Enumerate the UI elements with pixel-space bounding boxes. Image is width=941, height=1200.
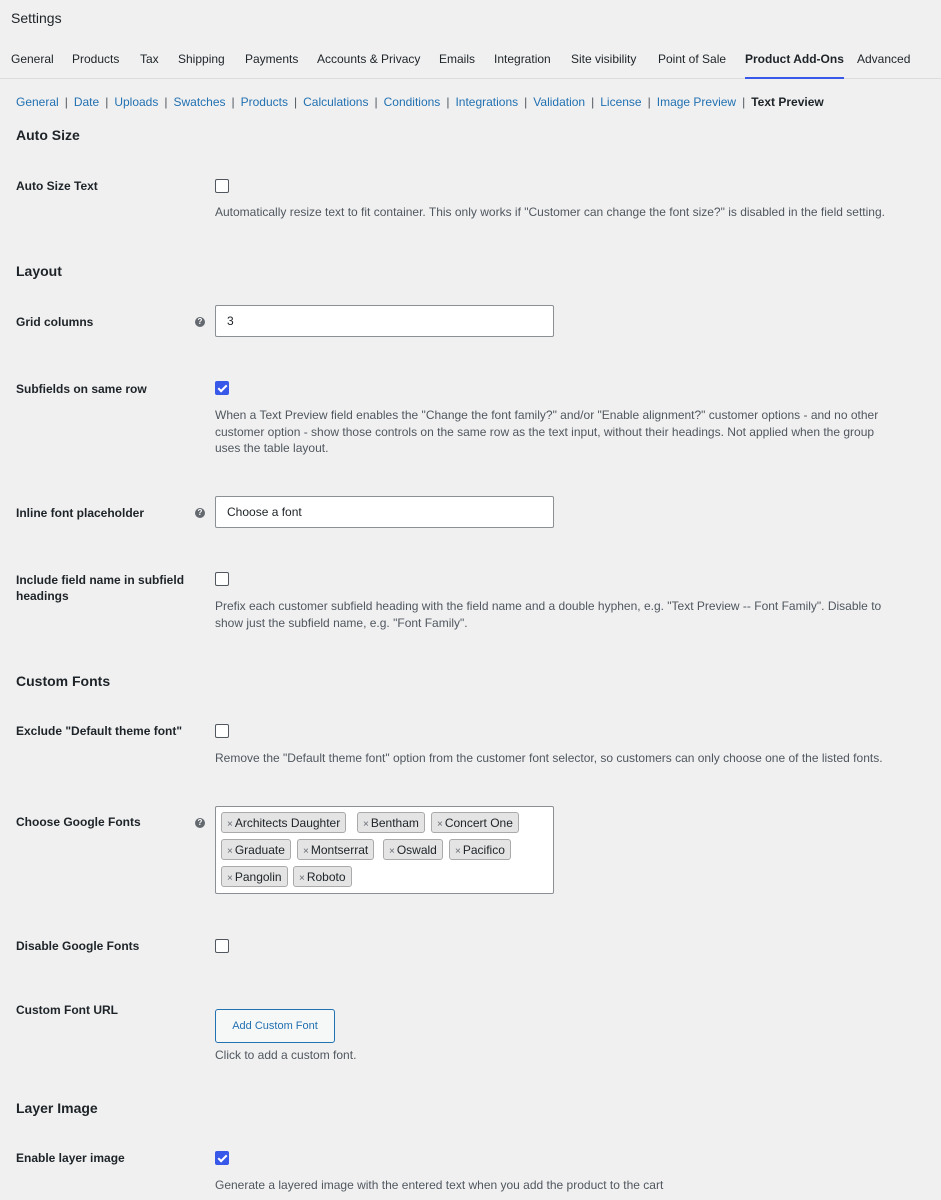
section-title-layout: Layout: [16, 263, 62, 279]
enable-layer-image-description: Generate a layered image with the entered text when you add the product to the cart: [215, 1178, 664, 1192]
subnav-swatches[interactable]: Swatches: [173, 95, 226, 109]
auto-size-text-label: Auto Size Text: [16, 179, 98, 193]
tab-emails[interactable]: Emails: [439, 52, 476, 66]
tab-advanced[interactable]: Advanced: [857, 52, 911, 66]
subnav-license[interactable]: License: [600, 95, 642, 109]
font-tag: × Roboto: [293, 866, 352, 887]
subnav-validation[interactable]: Validation: [533, 95, 586, 109]
exclude-default-font-label: Exclude "Default theme font": [16, 724, 183, 738]
tab-general[interactable]: General: [11, 52, 54, 66]
exclude-default-font-description: Remove the "Default theme font" option from the customer font selector, so customers can only choose one of the listed fonts.: [215, 751, 883, 765]
tab-tax[interactable]: Tax: [140, 52, 159, 66]
subnav-conditions[interactable]: Conditions: [383, 95, 441, 109]
tab-payments[interactable]: Payments: [245, 52, 299, 66]
remove-tag-icon[interactable]: ×: [303, 846, 309, 857]
remove-tag-icon[interactable]: ×: [227, 846, 233, 857]
subnav-calculations[interactable]: Calculations: [303, 95, 369, 109]
google-fonts-label: Choose Google Fonts: [16, 815, 141, 829]
subnav-products[interactable]: Products: [240, 95, 288, 109]
custom-font-url-description: Click to add a custom font.: [215, 1048, 357, 1062]
tab-shipping[interactable]: Shipping: [178, 52, 225, 66]
tab-site-visibility[interactable]: Site visibility: [571, 52, 637, 66]
include-field-name-description: Prefix each customer subfield heading with the field name and a double hyphen, e.g. "Text Preview -- Font Family". Disable to show just the subfield name, e.g. "Font Family".: [215, 599, 882, 630]
include-field-name-checkbox[interactable]: [215, 572, 229, 586]
font-tag: × Pacifico: [449, 839, 511, 860]
help-icon[interactable]: ?: [195, 818, 205, 828]
remove-tag-icon[interactable]: ×: [227, 873, 233, 884]
tab-accounts-privacy[interactable]: Accounts & Privacy: [317, 52, 421, 66]
font-tag: × Pangolin: [221, 866, 288, 887]
subnav-general[interactable]: General: [16, 95, 59, 109]
page-title: Settings: [11, 10, 62, 26]
include-field-name-label: Include field name in subfield headings: [16, 573, 185, 603]
disable-google-fonts-checkbox[interactable]: [215, 939, 229, 953]
font-tag: × Concert One: [431, 812, 519, 833]
disable-google-fonts-label: Disable Google Fonts: [16, 939, 140, 953]
remove-tag-icon[interactable]: ×: [389, 846, 395, 857]
remove-tag-icon[interactable]: ×: [455, 846, 461, 857]
font-tag: × Oswald: [383, 839, 443, 860]
subfields-same-row-label: Subfields on same row: [16, 382, 147, 396]
custom-font-url-label: Custom Font URL: [16, 1003, 118, 1017]
enable-layer-image-label: Enable layer image: [16, 1151, 125, 1165]
tab-product-add-ons[interactable]: Product Add-Ons: [745, 52, 844, 79]
subnav: General | Date | Uploads | Swatches | Products | Calculations | Conditions | Integrations | Validation | License | Image Preview | Text Preview: [16, 95, 824, 109]
subnav-integrations[interactable]: Integrations: [455, 95, 519, 109]
tab-point-of-sale[interactable]: Point of Sale: [658, 52, 727, 66]
subfields-same-row-description: When a Text Preview field enables the "Change the font family?" and/or "Enable alignment?" customer options - and no other customer option - show those controls on the same row as the text input, without their headings. Not applied when the group uses the table layout.: [215, 408, 879, 455]
remove-tag-icon[interactable]: ×: [227, 819, 233, 830]
section-title-layer-image: Layer Image: [16, 1100, 98, 1116]
section-title-custom-fonts: Custom Fonts: [16, 673, 111, 689]
help-icon[interactable]: ?: [195, 508, 205, 518]
auto-size-text-checkbox[interactable]: [215, 179, 229, 193]
help-icon[interactable]: ?: [195, 317, 205, 327]
subnav-uploads[interactable]: Uploads: [114, 95, 159, 109]
grid-columns-label: Grid columns: [16, 315, 94, 329]
exclude-default-font-checkbox[interactable]: [215, 724, 229, 738]
section-title-auto-size: Auto Size: [16, 127, 80, 143]
remove-tag-icon[interactable]: ×: [299, 873, 305, 884]
inline-font-placeholder-input[interactable]: [215, 496, 554, 528]
tab-products[interactable]: Products: [72, 52, 120, 66]
font-tag: × Architects Daughter: [221, 812, 346, 833]
subnav-image-preview[interactable]: Image Preview: [656, 95, 737, 109]
auto-size-text-description: Automatically resize text to fit container. This only works if "Customer can change the font size?" is disabled in the field setting.: [215, 205, 885, 219]
subfields-same-row-checkbox[interactable]: [215, 381, 229, 395]
remove-tag-icon[interactable]: ×: [363, 819, 369, 830]
font-tag: × Bentham: [357, 812, 425, 833]
enable-layer-image-checkbox[interactable]: [215, 1151, 229, 1165]
settings-tabs: [0, 50, 941, 79]
remove-tag-icon[interactable]: ×: [437, 819, 443, 830]
add-custom-font-button[interactable]: Add Custom Font: [215, 1009, 335, 1043]
font-tag: × Graduate: [221, 839, 291, 860]
subnav-text-preview: Text Preview: [751, 95, 824, 109]
google-fonts-multiselect[interactable]: [215, 806, 554, 894]
subnav-date[interactable]: Date: [73, 95, 100, 109]
font-tag: × Montserrat: [297, 839, 374, 860]
inline-font-placeholder-label: Inline font placeholder: [16, 506, 145, 520]
tab-integration[interactable]: Integration: [494, 52, 551, 66]
grid-columns-input[interactable]: [215, 305, 554, 337]
